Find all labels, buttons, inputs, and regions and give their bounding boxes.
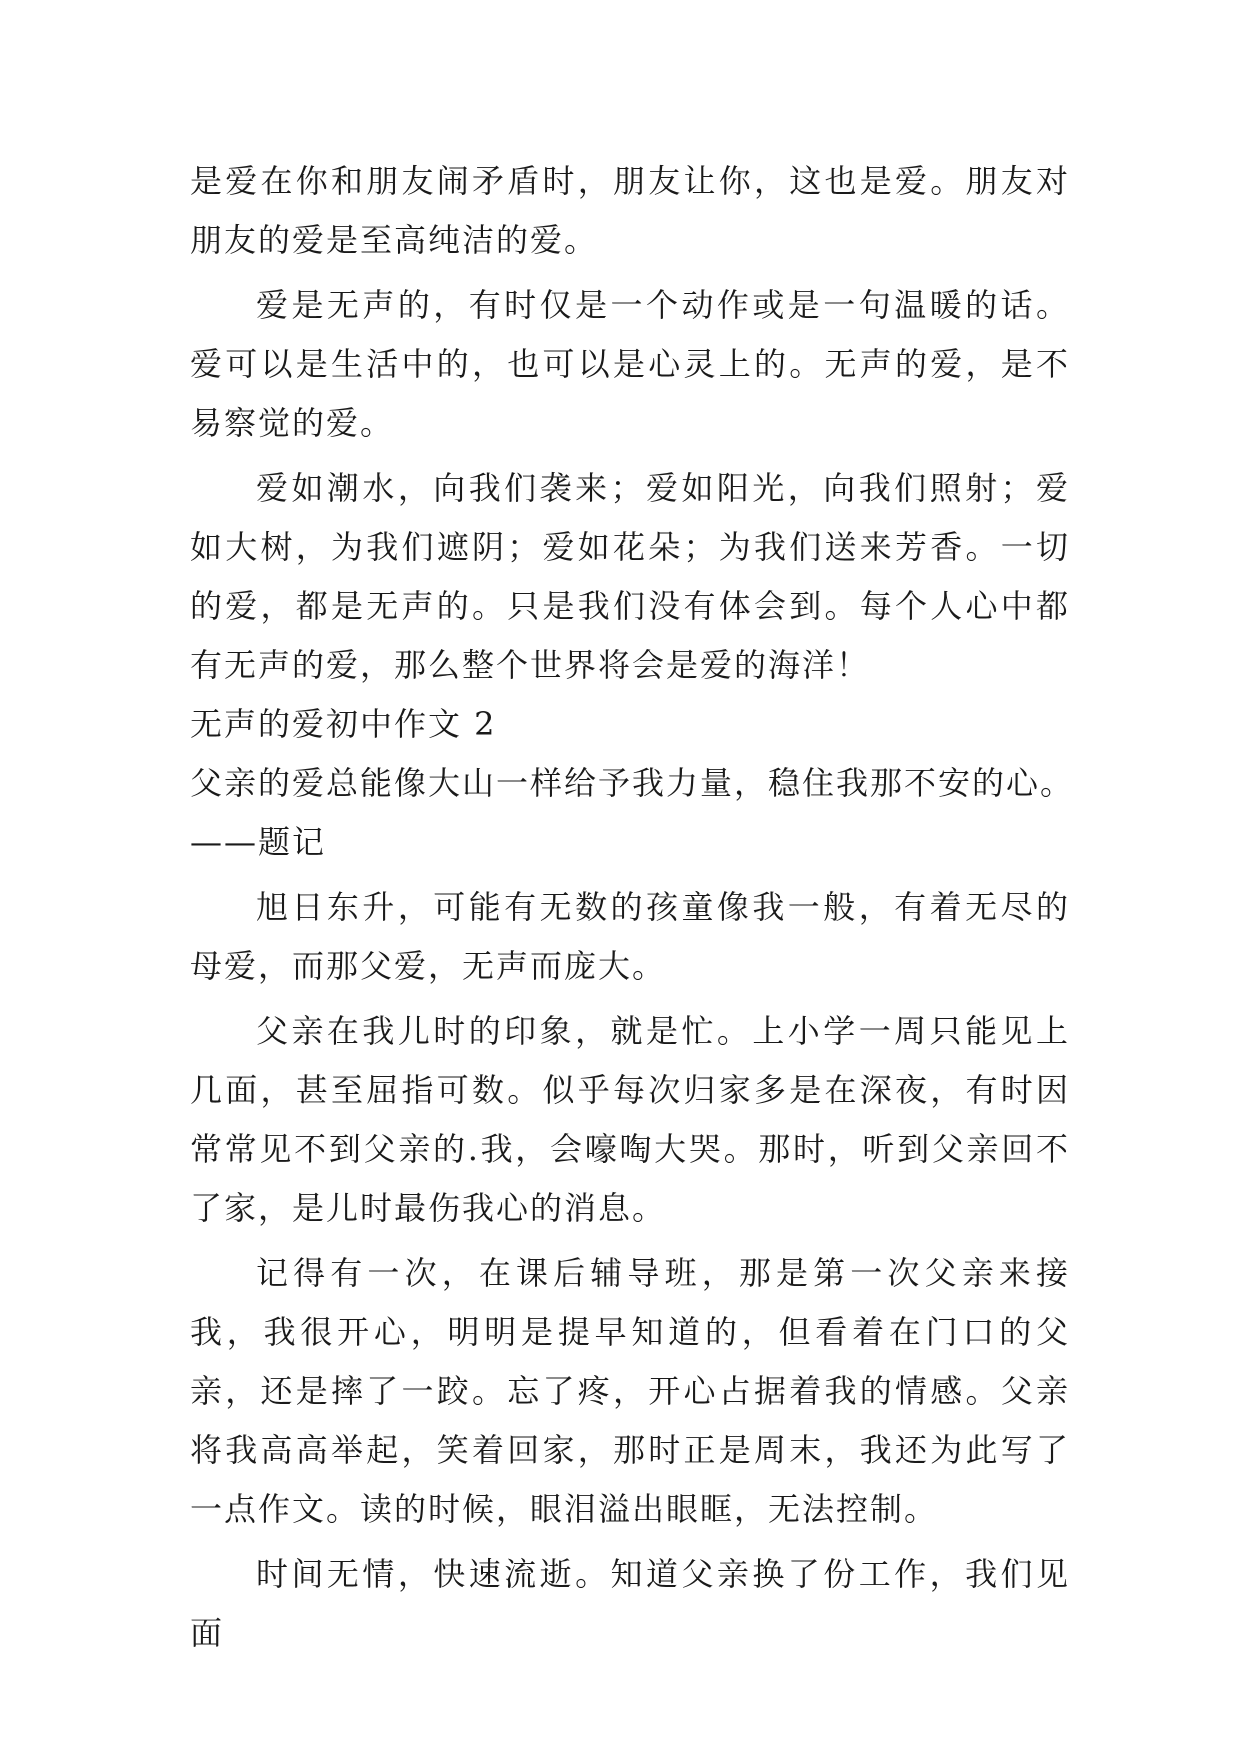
paragraph-7: 时间无情，快速流逝。知道父亲换了份工作，我们见面 bbox=[190, 1555, 1070, 1652]
paragraph-1: 是爱在你和朋友闹矛盾时，朋友让你，这也是爱。朋友对朋友的爱是至高纯洁的爱。 bbox=[190, 162, 1070, 259]
epigraph-line-1: 父亲的爱总能像大山一样给予我力量，稳住我那不安的心。 bbox=[190, 764, 1075, 802]
document-page bbox=[190, 152, 1075, 1663]
paragraph-3: 爱如潮水，向我们袭来；爱如阳光，向我们照射；爱如大树，为我们遮阴；爱如花朵；为我们送来芳香。一切的爱，都是无声的。只是我们没有体会到。每个人心中都有无声的爱，那么整个世界将会是爱的海洋！ bbox=[190, 469, 1070, 684]
section-heading: 无声的爱初中作文 2 bbox=[190, 705, 497, 743]
paragraph-4: 旭日东升，可能有无数的孩童像我一般，有着无尽的母爱，而那父爱，无声而庞大。 bbox=[190, 888, 1070, 985]
epigraph-attribution: ——题记 bbox=[190, 823, 327, 861]
paragraph-5: 父亲在我儿时的印象，就是忙。上小学一周只能见上几面，甚至屈指可数。似乎每次归家多是在深夜，有时因常常见不到父亲的.我，会嚎啕大哭。那时，听到父亲回不了家，是儿时最伤我心的消息。 bbox=[190, 1012, 1070, 1227]
paragraph-6: 记得有一次，在课后辅导班，那是第一次父亲来接我，我很开心，明明是提早知道的，但看着在门口的父亲，还是摔了一跤。忘了疼，开心占据着我的情感。父亲将我高高举起，笑着回家，那时正是周末，我还为此写了一点作文。读的时候，眼泪溢出眼眶，无法控制。 bbox=[190, 1254, 1070, 1528]
paragraph-2: 爱是无声的，有时仅是一个动作或是一句温暖的话。爱可以是生活中的，也可以是心灵上的。无声的爱，是不易察觉的爱。 bbox=[190, 286, 1070, 442]
